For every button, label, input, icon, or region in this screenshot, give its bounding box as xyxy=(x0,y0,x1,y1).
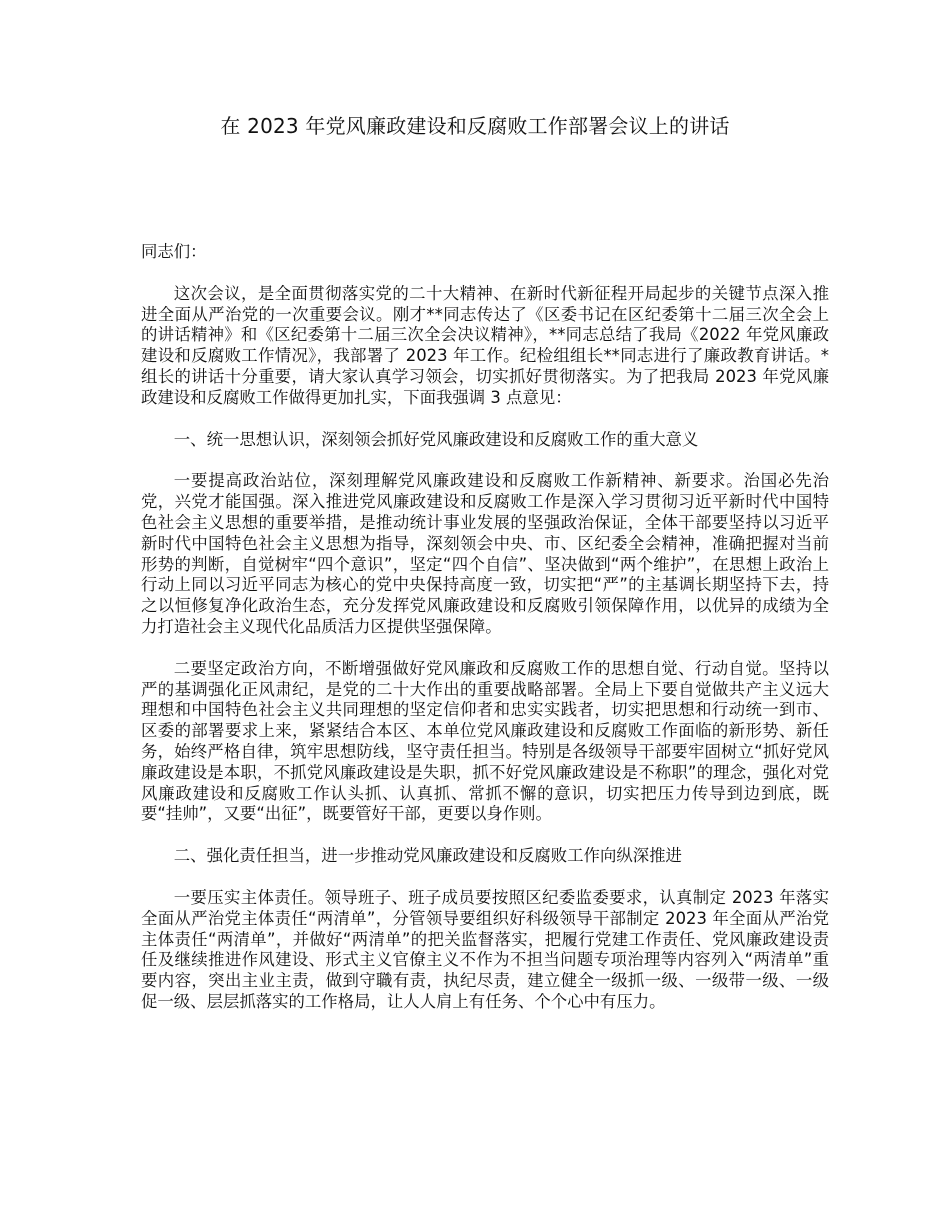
section-heading-2: 二、强化责任担当，进一步推动党风廉政建设和反腐败工作向纵深推进 xyxy=(173,846,682,866)
document-title: 在 2023 年党风廉政建设和反腐败工作部署会议上的讲话 xyxy=(220,114,730,138)
section-1-paragraph-2: 二要坚定政治方向，不断增强做好党风廉政和反腐败工作的思想自觉、行动自觉。坚持以严的基调强化正风肃纪，是党的二十大作出的重要战略部署。全局上下要自觉做共产主义远大理想和中国特色社会主义共同理想的坚定信仰者和忠实实践者，切实把思想和行动统一到市、区委的部署要求上来，紧紧结合本区、本单位党风廉政建设和反腐败工作面临的新形势、新任务，始终严格自律，筑牢思想防线，坚守责任担当。特别是各级领导干部要牢固树立“抓好党风廉政建设是本职，不抓党风廉政建设是失职，抓不好党风廉政建设是不称职”的理念，强化对党风廉政建设和反腐败工作认头抓、认真抓、常抓不懈的意识，切实把压力传导到边到底，既要“挂帅”，又要“出征”，既要管好干部，更要以身作则。 xyxy=(141,658,829,824)
section-2-paragraph-1: 一要压实主体责任。领导班子、班子成员要按照区纪委监委要求，认真制定 2023 年落实全面从严治党主体责任“两清单”，分管领导要组织好科级领导干部制定 2023 年全面从严治党主体责任“两清单”，并做好“两清单”的把关监督落实，把履行党建工作责任、党风廉政建设责任及继续推进作风建设、形式主义官僚主义不作为不担当问题专项治理等内容列入“两清单”重要内容，突出主业主责，做到守職有责，执纪尽责，建立健全一级抓一级、一级带一级、一级促一级、层层抓落实的工作格局，让人人肩上有任务、个个心中有压力。 xyxy=(141,887,829,1011)
document-body xyxy=(141,242,829,1034)
salutation: 同志们： xyxy=(141,242,207,261)
intro-paragraph: 这次会议，是全面贯彻落实党的二十大精神、在新时代新征程开局起步的关键节点深入推进全面从严治党的一次重要会议。刚才**同志传达了《区委书记在区纪委第十二届三次全会上的讲话精神》和《区纪委第十二届三次全会决议精神》，**同志总结了我局《2022 年党风廉政建设和反腐败工作情况》，我部署了 2023 年工作。纪检组组长**同志进行了廉政教育讲话。*组长的讲话十分重要，请大家认真学习领会，切实抓好贯彻落实。为了把我局 2023 年党风廉政建设和反腐败工作做得更加扎实，下面我强调 3 点意见： xyxy=(141,283,829,407)
section-heading-1: 一、统一思想认识，深刻领会抓好党风廉政建设和反腐败工作的重大意义 xyxy=(173,429,699,449)
section-1-paragraph-1: 一要提高政治站位，深刻理解党风廉政建设和反腐败工作新精神、新要求。治国必先治党，兴党才能国强。深入推进党风廉政建设和反腐败工作是深入学习贯彻习近平新时代中国特色社会主义思想的重要举措，是推动统计事业发展的坚强政治保证，全体干部要坚持以习近平新时代中国特色社会主义思想为指导，深刻领会中央、市、区纪委全会精神，准确把握对当前形势的判断，自觉树牢“四个意识”，坚定“四个自信”、坚决做到“两个维护”，在思想上政治上行动上同以习近平同志为核心的党中央保持高度一致，切实把“严”的主基调长期坚持下去，持之以恒修复净化政治生态，充分发挥党风廉政建设和反腐败引领保障作用，以优异的成绩为全力打造社会主义现代化品质活力区提供坚强保障。 xyxy=(141,471,829,636)
